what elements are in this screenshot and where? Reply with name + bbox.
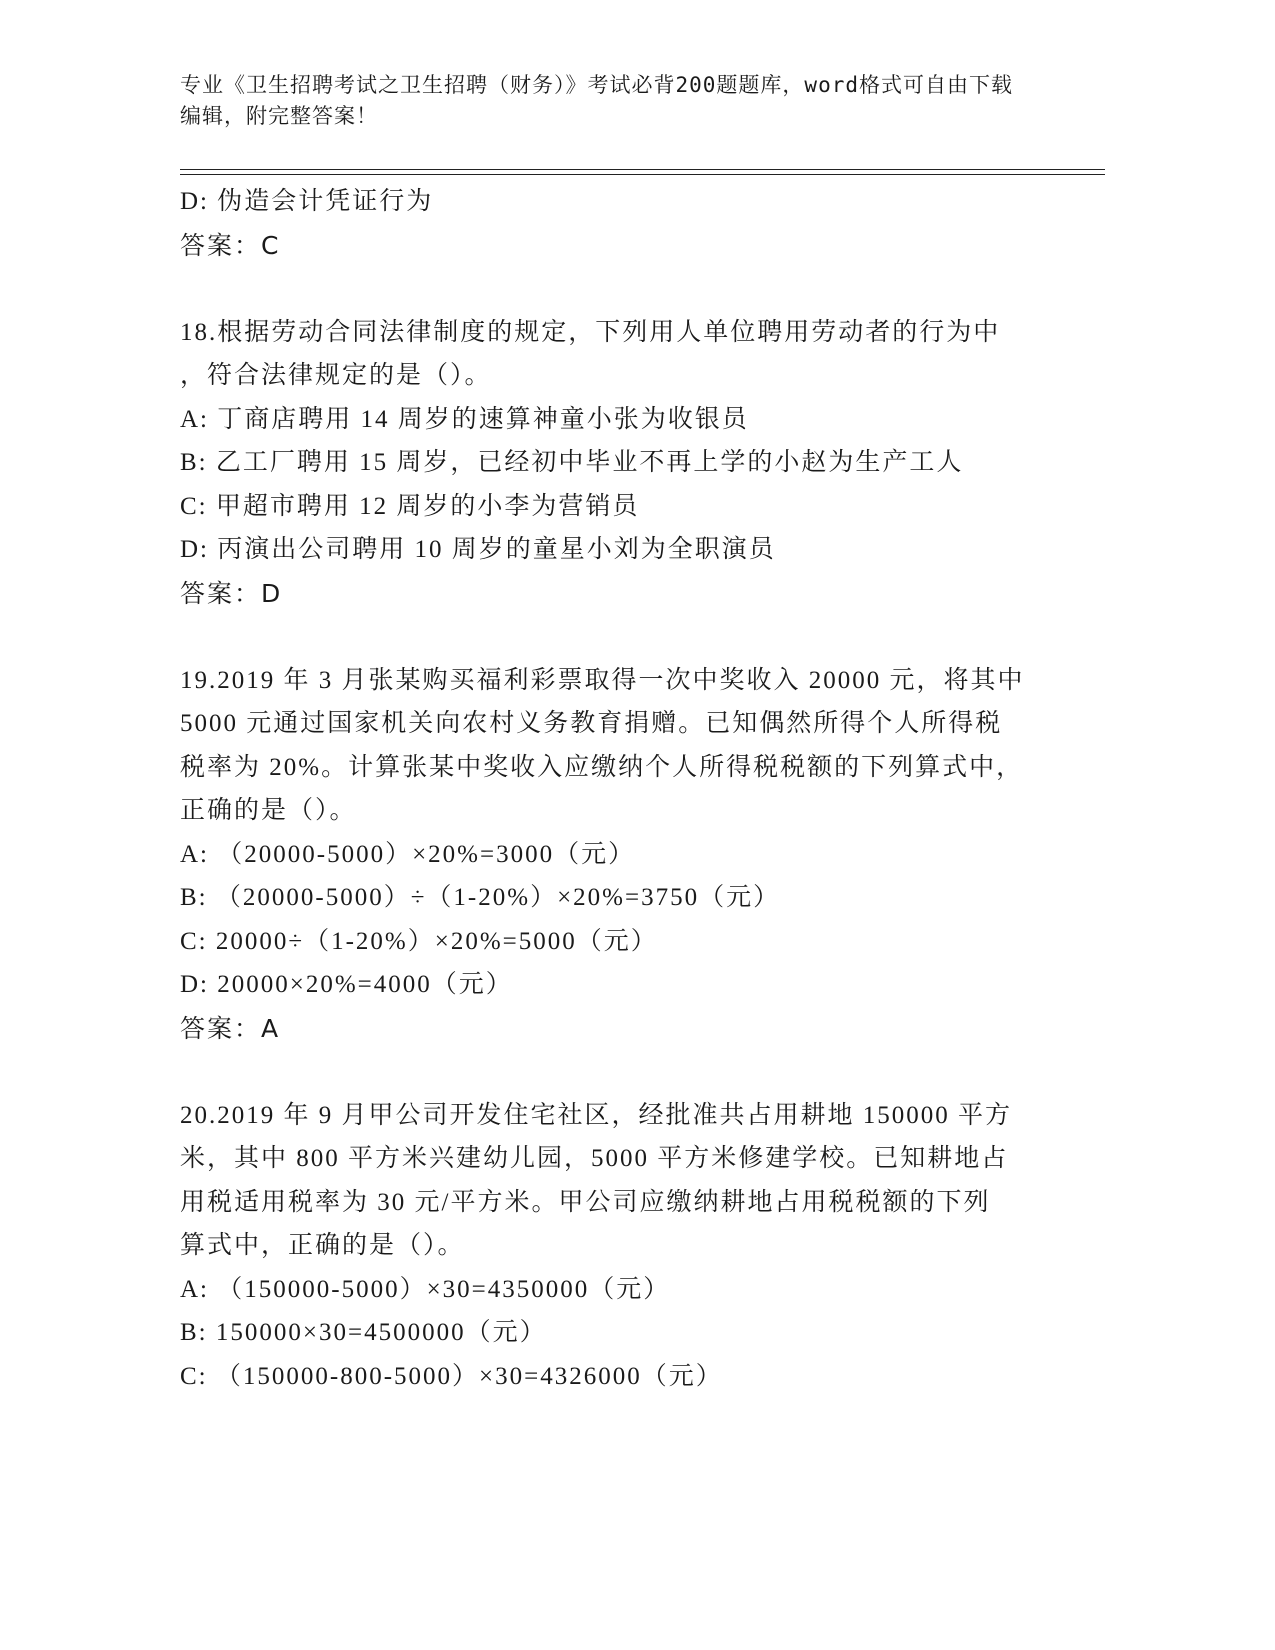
option-b: B: 乙工厂聘用 15 周岁，已经初中毕业不再上学的小赵为生产工人 <box>180 449 964 476</box>
answer: 答案：A <box>180 1013 281 1043</box>
page-header: 专业《卫生招聘考试之卫生招聘（财务）》考试必背200题题库，word格式可自由下载编辑，附完整答案！ <box>180 73 1013 128</box>
option-a: A: （20000-5000）×20%=3000（元） <box>180 840 636 868</box>
question-stem-line: 税率为 20%。计算张某中奖收入应缴纳个人所得税税额的下列算式中， <box>180 753 1024 781</box>
question-stem-line: 18.根据劳动合同法律制度的规定，下列用人单位聘用劳动者的行为中 <box>180 318 1001 346</box>
question-18 <box>180 311 1080 616</box>
question-20 <box>180 1094 1080 1399</box>
option-c: C: （150000-800-5000）×30=4326000（元） <box>180 1362 723 1390</box>
document-body <box>180 180 1080 1398</box>
option-d: D: 20000×20%=4000（元） <box>180 971 513 998</box>
option-c: C: 甲超市聘用 12 周岁的小李为营销员 <box>180 492 640 520</box>
spacer <box>180 615 1080 659</box>
spacer <box>180 1050 1080 1094</box>
header-divider <box>180 174 1105 175</box>
question-stem-line: 算式中，正确的是（）。 <box>180 1232 465 1259</box>
question-19 <box>180 659 1080 1051</box>
option-b: B: 150000×30=4500000（元） <box>180 1319 547 1346</box>
option-a: A: （150000-5000）×30=4350000（元） <box>180 1275 671 1303</box>
question-stem-line: 20.2019 年 9 月甲公司开发住宅社区，经批准共占用耕地 150000 平方 <box>180 1101 1013 1129</box>
question-stem-line: 19.2019 年 3 月张某购买福利彩票取得一次中奖收入 20000 元，将其中 <box>180 666 1025 694</box>
answer: 答案：D <box>180 578 283 608</box>
question-stem-line: 正确的是（）。 <box>180 797 357 824</box>
option-d: D: 伪造会计凭证行为 <box>180 188 434 215</box>
question-stem-line: 米，其中 800 平方米兴建幼儿园，5000 平方米修建学校。已知耕地占 <box>180 1145 1009 1172</box>
option-b: B: （20000-5000）÷（1-20%）×20%=3750（元） <box>180 884 781 911</box>
option-c: C: 20000÷（1-20%）×20%=5000（元） <box>180 927 658 955</box>
option-a: A: 丁商店聘用 14 周岁的速算神童小张为收银员 <box>180 405 749 433</box>
answer: 答案：C <box>180 230 281 260</box>
header-divider <box>180 169 1105 170</box>
question-stem-line: 用税适用税率为 30 元/平方米。甲公司应缴纳耕地占用税税额的下列 <box>180 1188 991 1216</box>
question-stem-line: 5000 元通过国家机关向农村义务教育捐赠。已知偶然所得个人所得税 <box>180 710 1003 737</box>
question-stem-line: ，符合法律规定的是（）。 <box>180 362 492 389</box>
spacer <box>180 267 1080 311</box>
option-d: D: 丙演出公司聘用 10 周岁的童星小刘为全职演员 <box>180 536 776 563</box>
